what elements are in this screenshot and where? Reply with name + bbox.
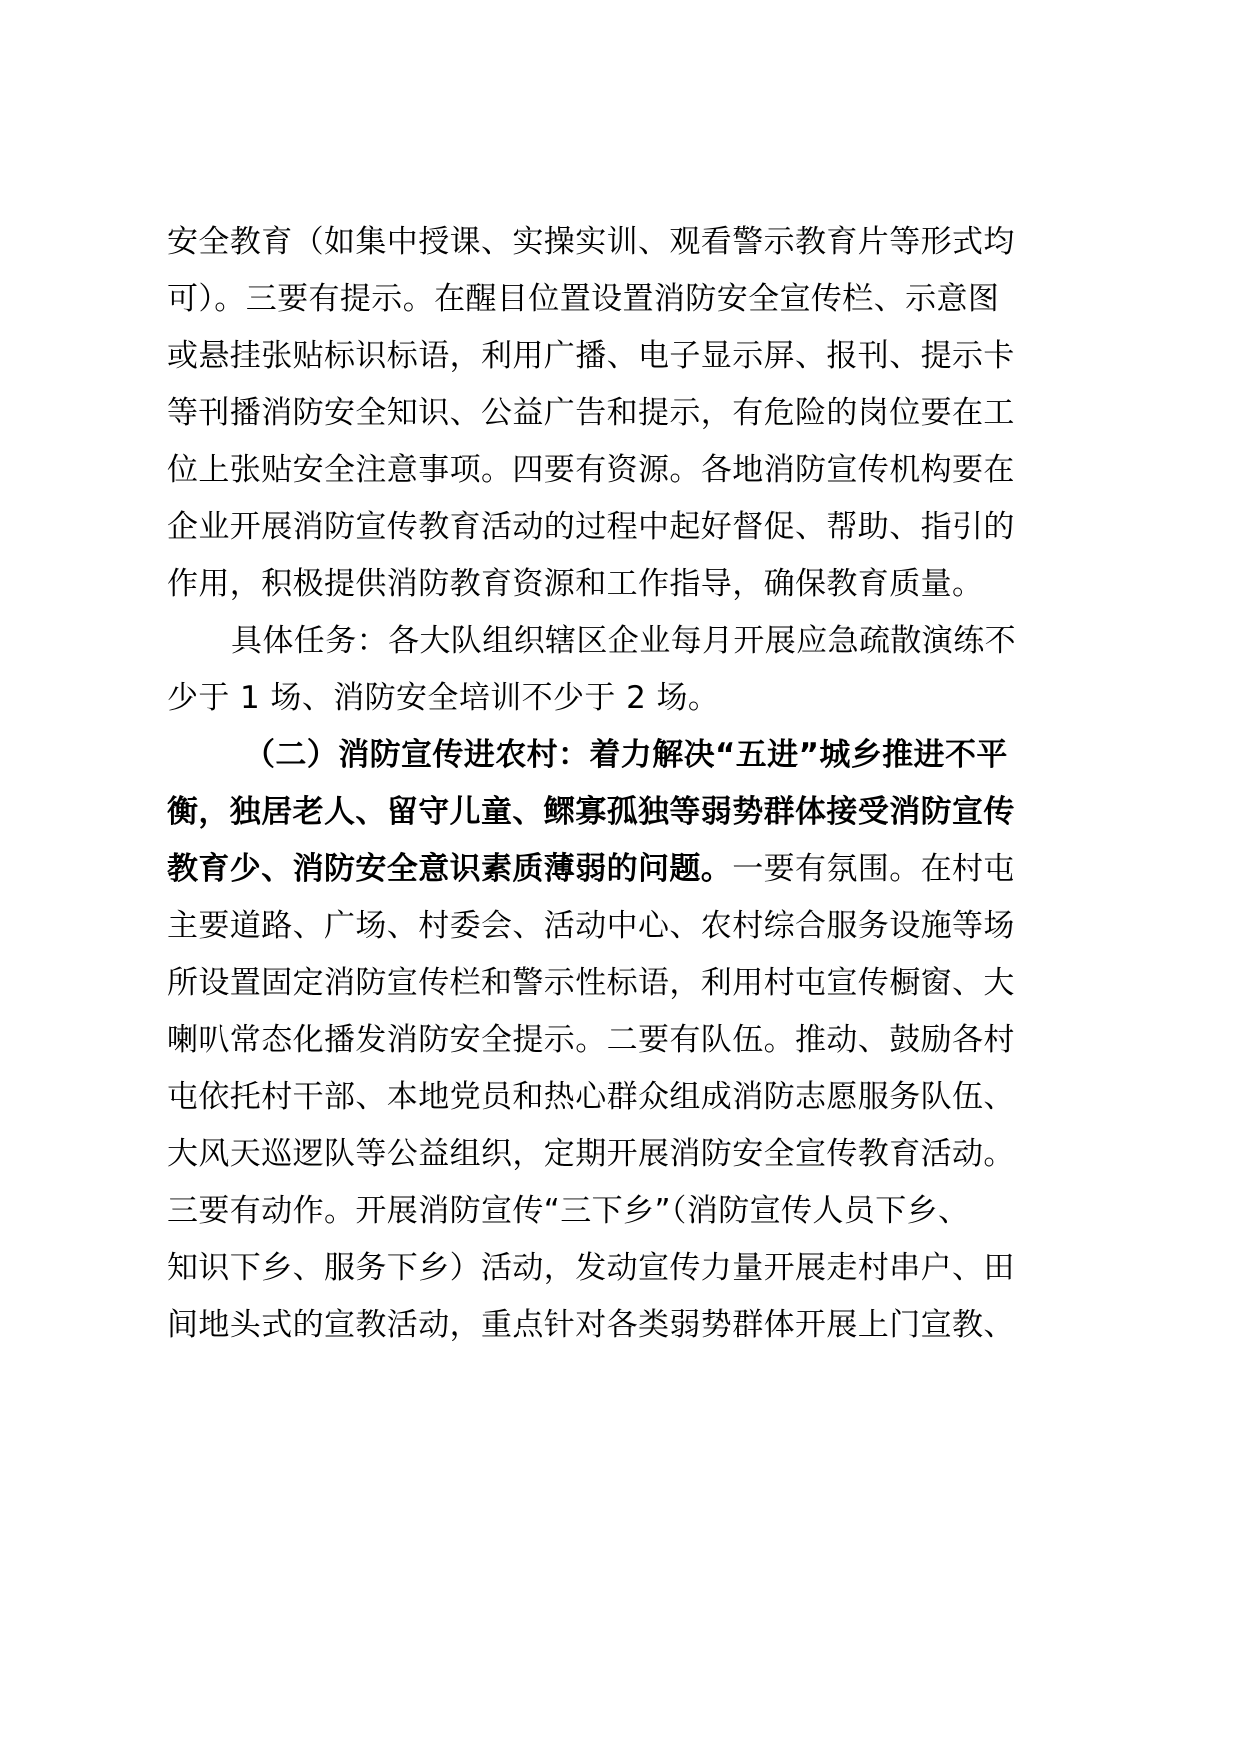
paragraph-line: 或悬挂张贴标识标语，利用广播、电子显示屏、报刊、提示卡 [167,338,1015,374]
paragraph-line: 屯依托村干部、本地党员和热心群众组成消防志愿服务队伍、 [167,1079,1015,1115]
section-heading-end: 教育少、消防安全意识素质薄弱的问题。 [167,851,733,887]
section-heading-mixed-line [167,849,1087,889]
paragraph-line: 企业开展消防宣传教育活动的过程中起好督促、帮助、指引的 [167,509,1015,545]
task-paragraph-line: 具体任务：各大队组织辖区企业每月开展应急疏散演练不 [231,623,1016,659]
paragraph-line: 大风天巡逻队等公益组织，定期开展消防安全宣传教育活动。 [167,1136,1015,1172]
paragraph-line: 可）。三要有提示。在醒目位置设置消防安全宣传栏、示意图 [167,281,1000,317]
paragraph-line: 位上张贴安全注意事项。四要有资源。各地消防宣传机构要在 [167,452,1015,488]
paragraph-line: 间地头式的宣教活动，重点针对各类弱势群体开展上门宣教、 [167,1307,1015,1343]
task-paragraph-line: 少于 1 场、消防安全培训不少于 2 场。 [167,680,720,716]
paragraph-line: 三要有动作。开展消防宣传“三下乡”（消防宣传人员下乡、 [167,1193,970,1229]
section-heading-line: （二）消防宣传进农村：着力解决“五进”城乡推进不平 [244,737,1008,773]
paragraph-line: 喇叭常态化播发消防安全提示。二要有队伍。推动、鼓励各村 [167,1022,1015,1058]
paragraph-line: 所设置固定消防宣传栏和警示性标语，利用村屯宣传橱窗、大 [167,965,1015,1001]
paragraph-line: 作用，积极提供消防教育资源和工作指导，确保教育质量。 [167,566,984,602]
paragraph-line: 主要道路、广场、村委会、活动中心、农村综合服务设施等场 [167,908,1015,944]
paragraph-text: 一要有氛围。在村屯 [732,851,1015,887]
paragraph-line: 等刊播消防安全知识、公益广告和提示，有危险的岗位要在工 [167,395,1015,431]
section-heading-line: 衡，独居老人、留守儿童、鳏寡孤独等弱势群体接受消防宣传 [167,794,1015,830]
paragraph-line: 安全教育（如集中授课、实操实训、观看警示教育片等形式均 [167,224,1015,260]
paragraph-line: 知识下乡、服务下乡）活动，发动宣传力量开展走村串户、田 [167,1250,1015,1286]
